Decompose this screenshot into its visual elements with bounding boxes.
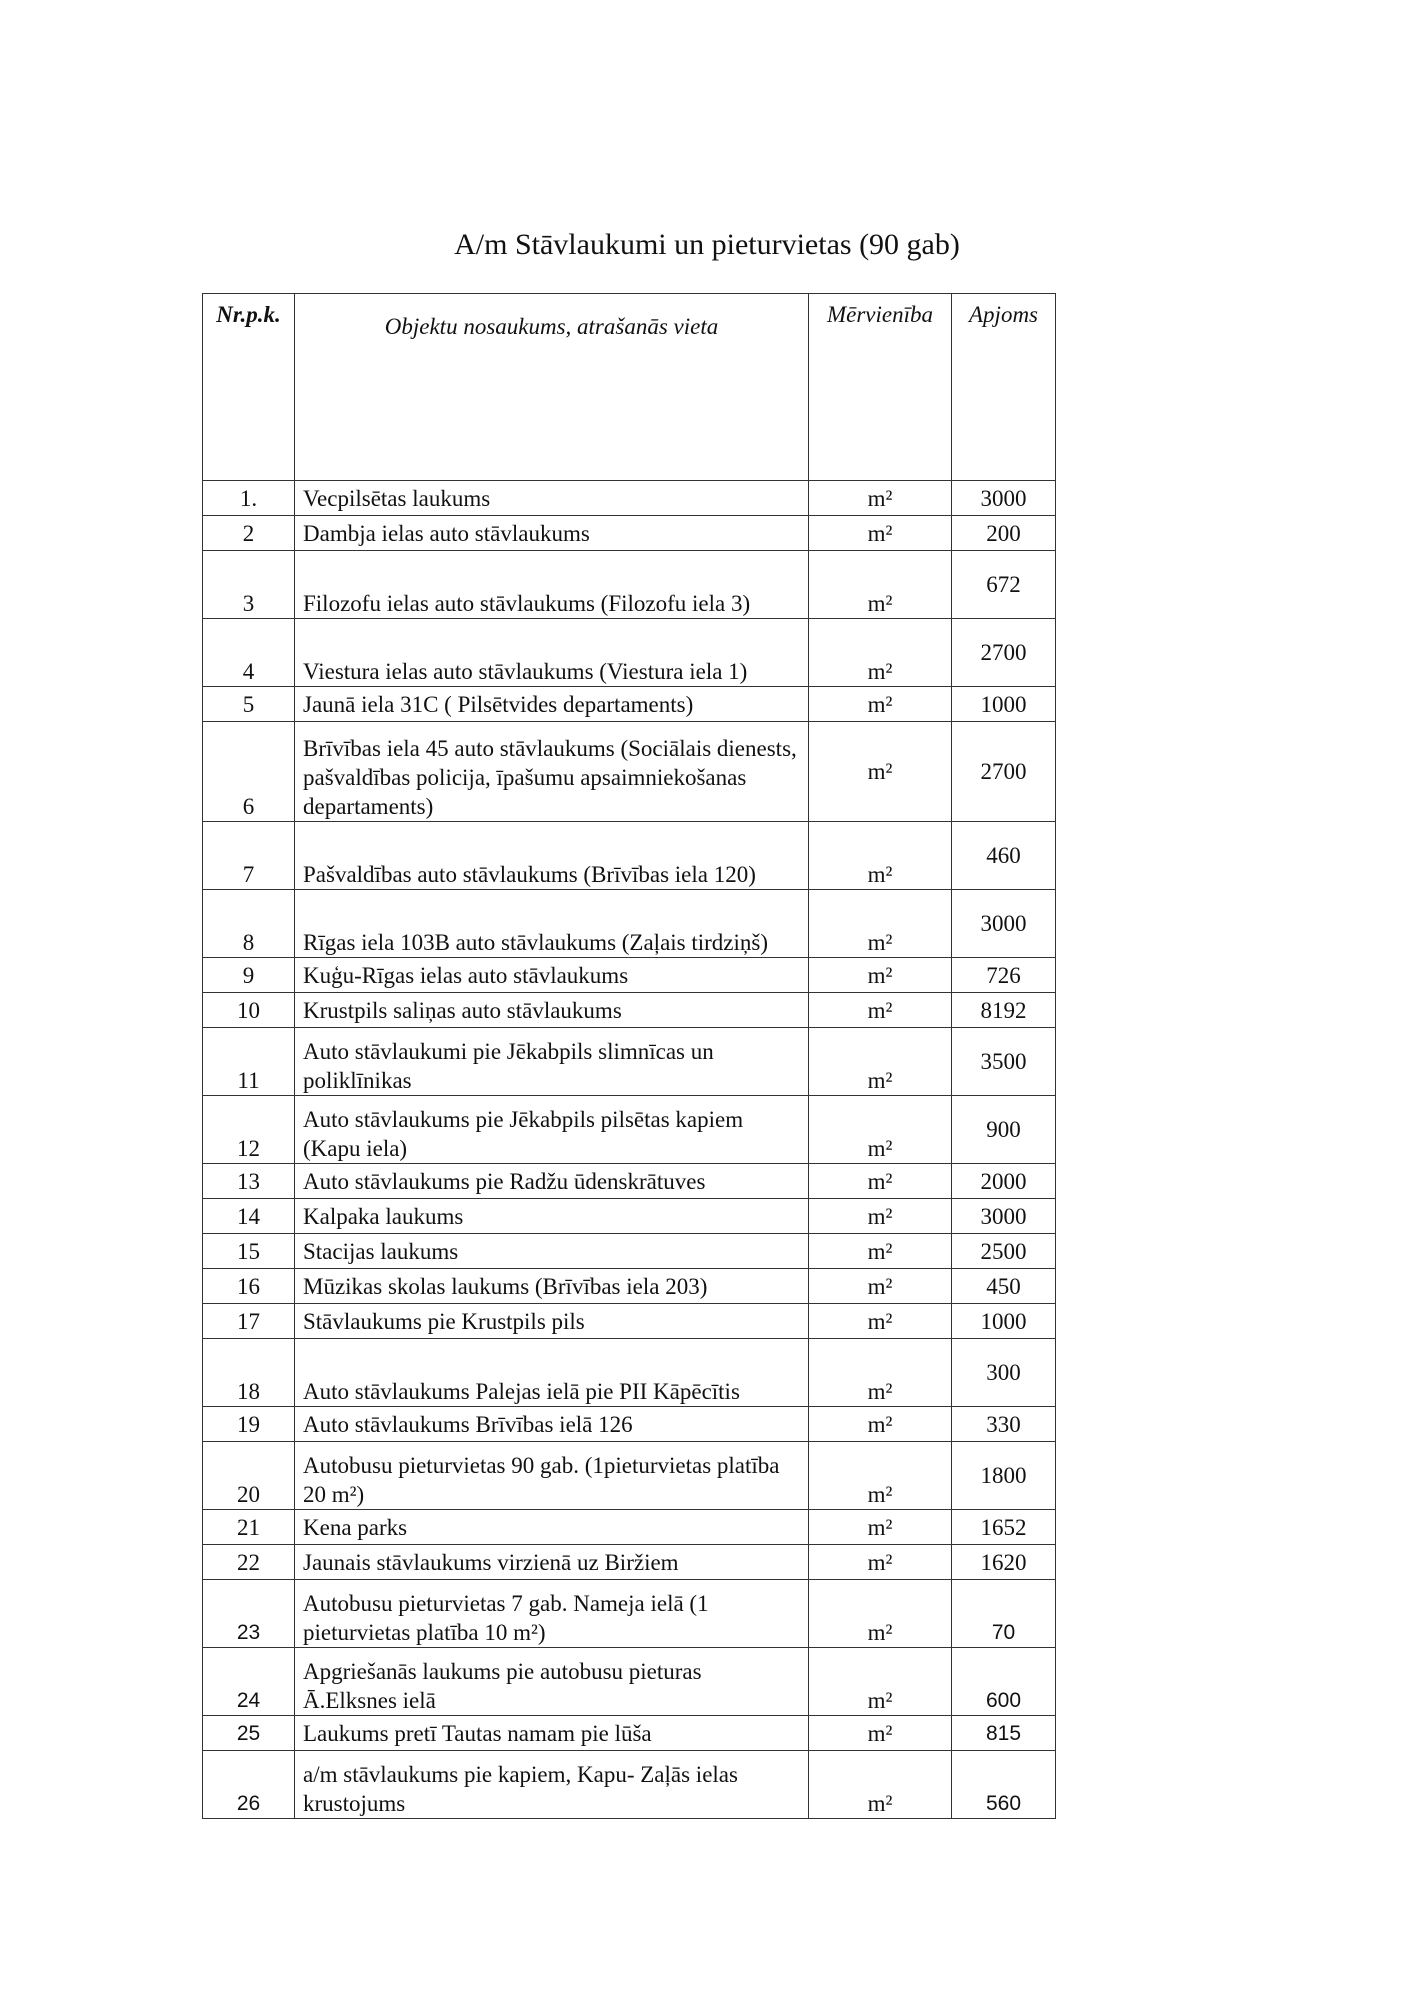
row-qty: 1620 xyxy=(952,1545,1056,1580)
row-unit: m² xyxy=(809,1648,952,1716)
row-name: Kalpaka laukums xyxy=(295,1199,809,1234)
row-unit: m² xyxy=(809,890,952,958)
row-name: Auto stāvlaukums Brīvības ielā 126 xyxy=(295,1407,809,1442)
table-row xyxy=(203,551,1056,619)
row-unit: m² xyxy=(809,1716,952,1751)
table-row xyxy=(203,1407,1056,1442)
row-nr: 3 xyxy=(203,551,295,619)
row-nr: 15 xyxy=(203,1234,295,1269)
row-unit: m² xyxy=(809,1199,952,1234)
row-nr: 20 xyxy=(203,1442,295,1510)
row-qty: 1652 xyxy=(952,1510,1056,1545)
row-unit: m² xyxy=(809,993,952,1028)
table-row xyxy=(203,1442,1056,1510)
row-name: Autobusu pieturvietas 90 gab. (1pieturvietas platība 20 m²) xyxy=(295,1442,809,1510)
row-nr: 11 xyxy=(203,1028,295,1096)
table-row xyxy=(203,890,1056,958)
row-name: Auto stāvlaukumi pie Jēkabpils slimnīcas un poliklīnikas xyxy=(295,1028,809,1096)
row-unit: m² xyxy=(809,1339,952,1407)
row-qty: 2700 xyxy=(952,722,1056,822)
row-unit: m² xyxy=(809,481,952,516)
page-title: A/m Stāvlaukumi un pieturvietas (90 gab) xyxy=(454,228,960,261)
row-unit: m² xyxy=(809,1580,952,1648)
row-nr: 22 xyxy=(203,1545,295,1580)
row-unit: m² xyxy=(809,516,952,551)
row-qty: 3000 xyxy=(952,1199,1056,1234)
table-row xyxy=(203,722,1056,822)
row-qty: 900 xyxy=(952,1096,1056,1164)
row-nr: 6 xyxy=(203,722,295,822)
row-qty: 1800 xyxy=(952,1442,1056,1510)
row-qty: 3000 xyxy=(952,890,1056,958)
table-header-row xyxy=(203,294,1056,481)
row-name: Jaunā iela 31C ( Pilsētvides departaments) xyxy=(295,687,809,722)
row-nr: 14 xyxy=(203,1199,295,1234)
row-qty: 70 xyxy=(952,1580,1056,1648)
table-row xyxy=(203,516,1056,551)
row-unit: m² xyxy=(809,1234,952,1269)
table-row xyxy=(203,958,1056,993)
row-unit: m² xyxy=(809,958,952,993)
row-nr: 21 xyxy=(203,1510,295,1545)
table-row xyxy=(203,1545,1056,1580)
row-qty: 330 xyxy=(952,1407,1056,1442)
row-name: Auto stāvlaukums pie Radžu ūdenskrātuves xyxy=(295,1164,809,1199)
header-nr: Nr.p.k. xyxy=(203,294,295,481)
row-nr: 24 xyxy=(203,1648,295,1716)
table-row xyxy=(203,1096,1056,1164)
row-nr: 8 xyxy=(203,890,295,958)
row-name: Mūzikas skolas laukums (Brīvības iela 203) xyxy=(295,1269,809,1304)
row-nr: 4 xyxy=(203,619,295,687)
row-unit: m² xyxy=(809,1545,952,1580)
row-unit: m² xyxy=(809,1096,952,1164)
row-qty: 2700 xyxy=(952,619,1056,687)
table-row xyxy=(203,481,1056,516)
row-nr: 25 xyxy=(203,1716,295,1751)
row-unit: m² xyxy=(809,1407,952,1442)
row-nr: 16 xyxy=(203,1269,295,1304)
row-qty: 460 xyxy=(952,822,1056,890)
row-qty: 8192 xyxy=(952,993,1056,1028)
row-name: Apgriešanās laukums pie autobusu pieturas Ā.Elksnes ielā xyxy=(295,1648,809,1716)
table-row xyxy=(203,1164,1056,1199)
table-row xyxy=(203,1234,1056,1269)
row-nr: 23 xyxy=(203,1580,295,1648)
row-name: Auto stāvlaukums pie Jēkabpils pilsētas kapiem (Kapu iela) xyxy=(295,1096,809,1164)
row-nr: 7 xyxy=(203,822,295,890)
row-name: Vecpilsētas laukums xyxy=(295,481,809,516)
row-nr: 2 xyxy=(203,516,295,551)
row-qty: 1000 xyxy=(952,687,1056,722)
table-row xyxy=(203,1751,1056,1819)
table-row xyxy=(203,993,1056,1028)
row-qty: 1000 xyxy=(952,1304,1056,1339)
row-unit: m² xyxy=(809,1269,952,1304)
row-nr: 12 xyxy=(203,1096,295,1164)
table-row xyxy=(203,619,1056,687)
row-unit: m² xyxy=(809,1164,952,1199)
table-row xyxy=(203,1269,1056,1304)
table-row xyxy=(203,1028,1056,1096)
row-name: Stāvlaukums pie Krustpils pils xyxy=(295,1304,809,1339)
table-row xyxy=(203,1580,1056,1648)
row-unit: m² xyxy=(809,1510,952,1545)
table-row xyxy=(203,822,1056,890)
row-name: Filozofu ielas auto stāvlaukums (Filozofu iela 3) xyxy=(295,551,809,619)
row-qty: 672 xyxy=(952,551,1056,619)
row-qty: 560 xyxy=(952,1751,1056,1819)
row-qty: 2000 xyxy=(952,1164,1056,1199)
table-row xyxy=(203,1304,1056,1339)
table-row xyxy=(203,1510,1056,1545)
row-qty: 300 xyxy=(952,1339,1056,1407)
row-name: a/m stāvlaukums pie kapiem, Kapu- Zaļās ielas krustojums xyxy=(295,1751,809,1819)
row-unit: m² xyxy=(809,1028,952,1096)
row-name: Pašvaldības auto stāvlaukums (Brīvības iela 120) xyxy=(295,822,809,890)
row-qty: 2500 xyxy=(952,1234,1056,1269)
table-row xyxy=(203,1339,1056,1407)
row-unit: m² xyxy=(809,1442,952,1510)
row-name: Dambja ielas auto stāvlaukums xyxy=(295,516,809,551)
row-qty: 3000 xyxy=(952,481,1056,516)
row-qty: 726 xyxy=(952,958,1056,993)
row-unit: m² xyxy=(809,722,952,822)
row-name: Stacijas laukums xyxy=(295,1234,809,1269)
row-nr: 13 xyxy=(203,1164,295,1199)
row-name: Rīgas iela 103B auto stāvlaukums (Zaļais tirdziņš) xyxy=(295,890,809,958)
row-name: Kena parks xyxy=(295,1510,809,1545)
row-name: Jaunais stāvlaukums virzienā uz Biržiem xyxy=(295,1545,809,1580)
row-name: Viestura ielas auto stāvlaukums (Viestura iela 1) xyxy=(295,619,809,687)
objects-table xyxy=(202,293,1056,1819)
header-name: Objektu nosaukums, atrašanās vieta xyxy=(295,294,809,481)
row-name: Kuģu-Rīgas ielas auto stāvlaukums xyxy=(295,958,809,993)
row-nr: 9 xyxy=(203,958,295,993)
row-name: Krustpils saliņas auto stāvlaukums xyxy=(295,993,809,1028)
row-unit: m² xyxy=(809,1751,952,1819)
row-nr: 19 xyxy=(203,1407,295,1442)
row-qty: 600 xyxy=(952,1648,1056,1716)
row-qty: 815 xyxy=(952,1716,1056,1751)
row-qty: 450 xyxy=(952,1269,1056,1304)
header-unit: Mērvienība xyxy=(809,294,952,481)
table-row xyxy=(203,1648,1056,1716)
row-nr: 18 xyxy=(203,1339,295,1407)
row-unit: m² xyxy=(809,1304,952,1339)
row-nr: 1. xyxy=(203,481,295,516)
row-nr: 10 xyxy=(203,993,295,1028)
row-qty: 3500 xyxy=(952,1028,1056,1096)
table-row xyxy=(203,1716,1056,1751)
row-unit: m² xyxy=(809,619,952,687)
table-row xyxy=(203,687,1056,722)
row-name: Laukums pretī Tautas namam pie lūša xyxy=(295,1716,809,1751)
row-name: Autobusu pieturvietas 7 gab. Nameja ielā (1 pieturvietas platība 10 m²) xyxy=(295,1580,809,1648)
table-row xyxy=(203,1199,1056,1234)
row-nr: 17 xyxy=(203,1304,295,1339)
row-nr: 5 xyxy=(203,687,295,722)
row-unit: m² xyxy=(809,551,952,619)
row-name: Auto stāvlaukums Palejas ielā pie PII Kāpēcītis xyxy=(295,1339,809,1407)
row-qty: 200 xyxy=(952,516,1056,551)
row-nr: 26 xyxy=(203,1751,295,1819)
row-unit: m² xyxy=(809,687,952,722)
row-unit: m² xyxy=(809,822,952,890)
row-name: Brīvības iela 45 auto stāvlaukums (Sociālais dienests, pašvaldības policija, īpašumu apsaimniekošanas departaments) xyxy=(295,722,809,822)
header-qty: Apjoms xyxy=(952,294,1056,481)
